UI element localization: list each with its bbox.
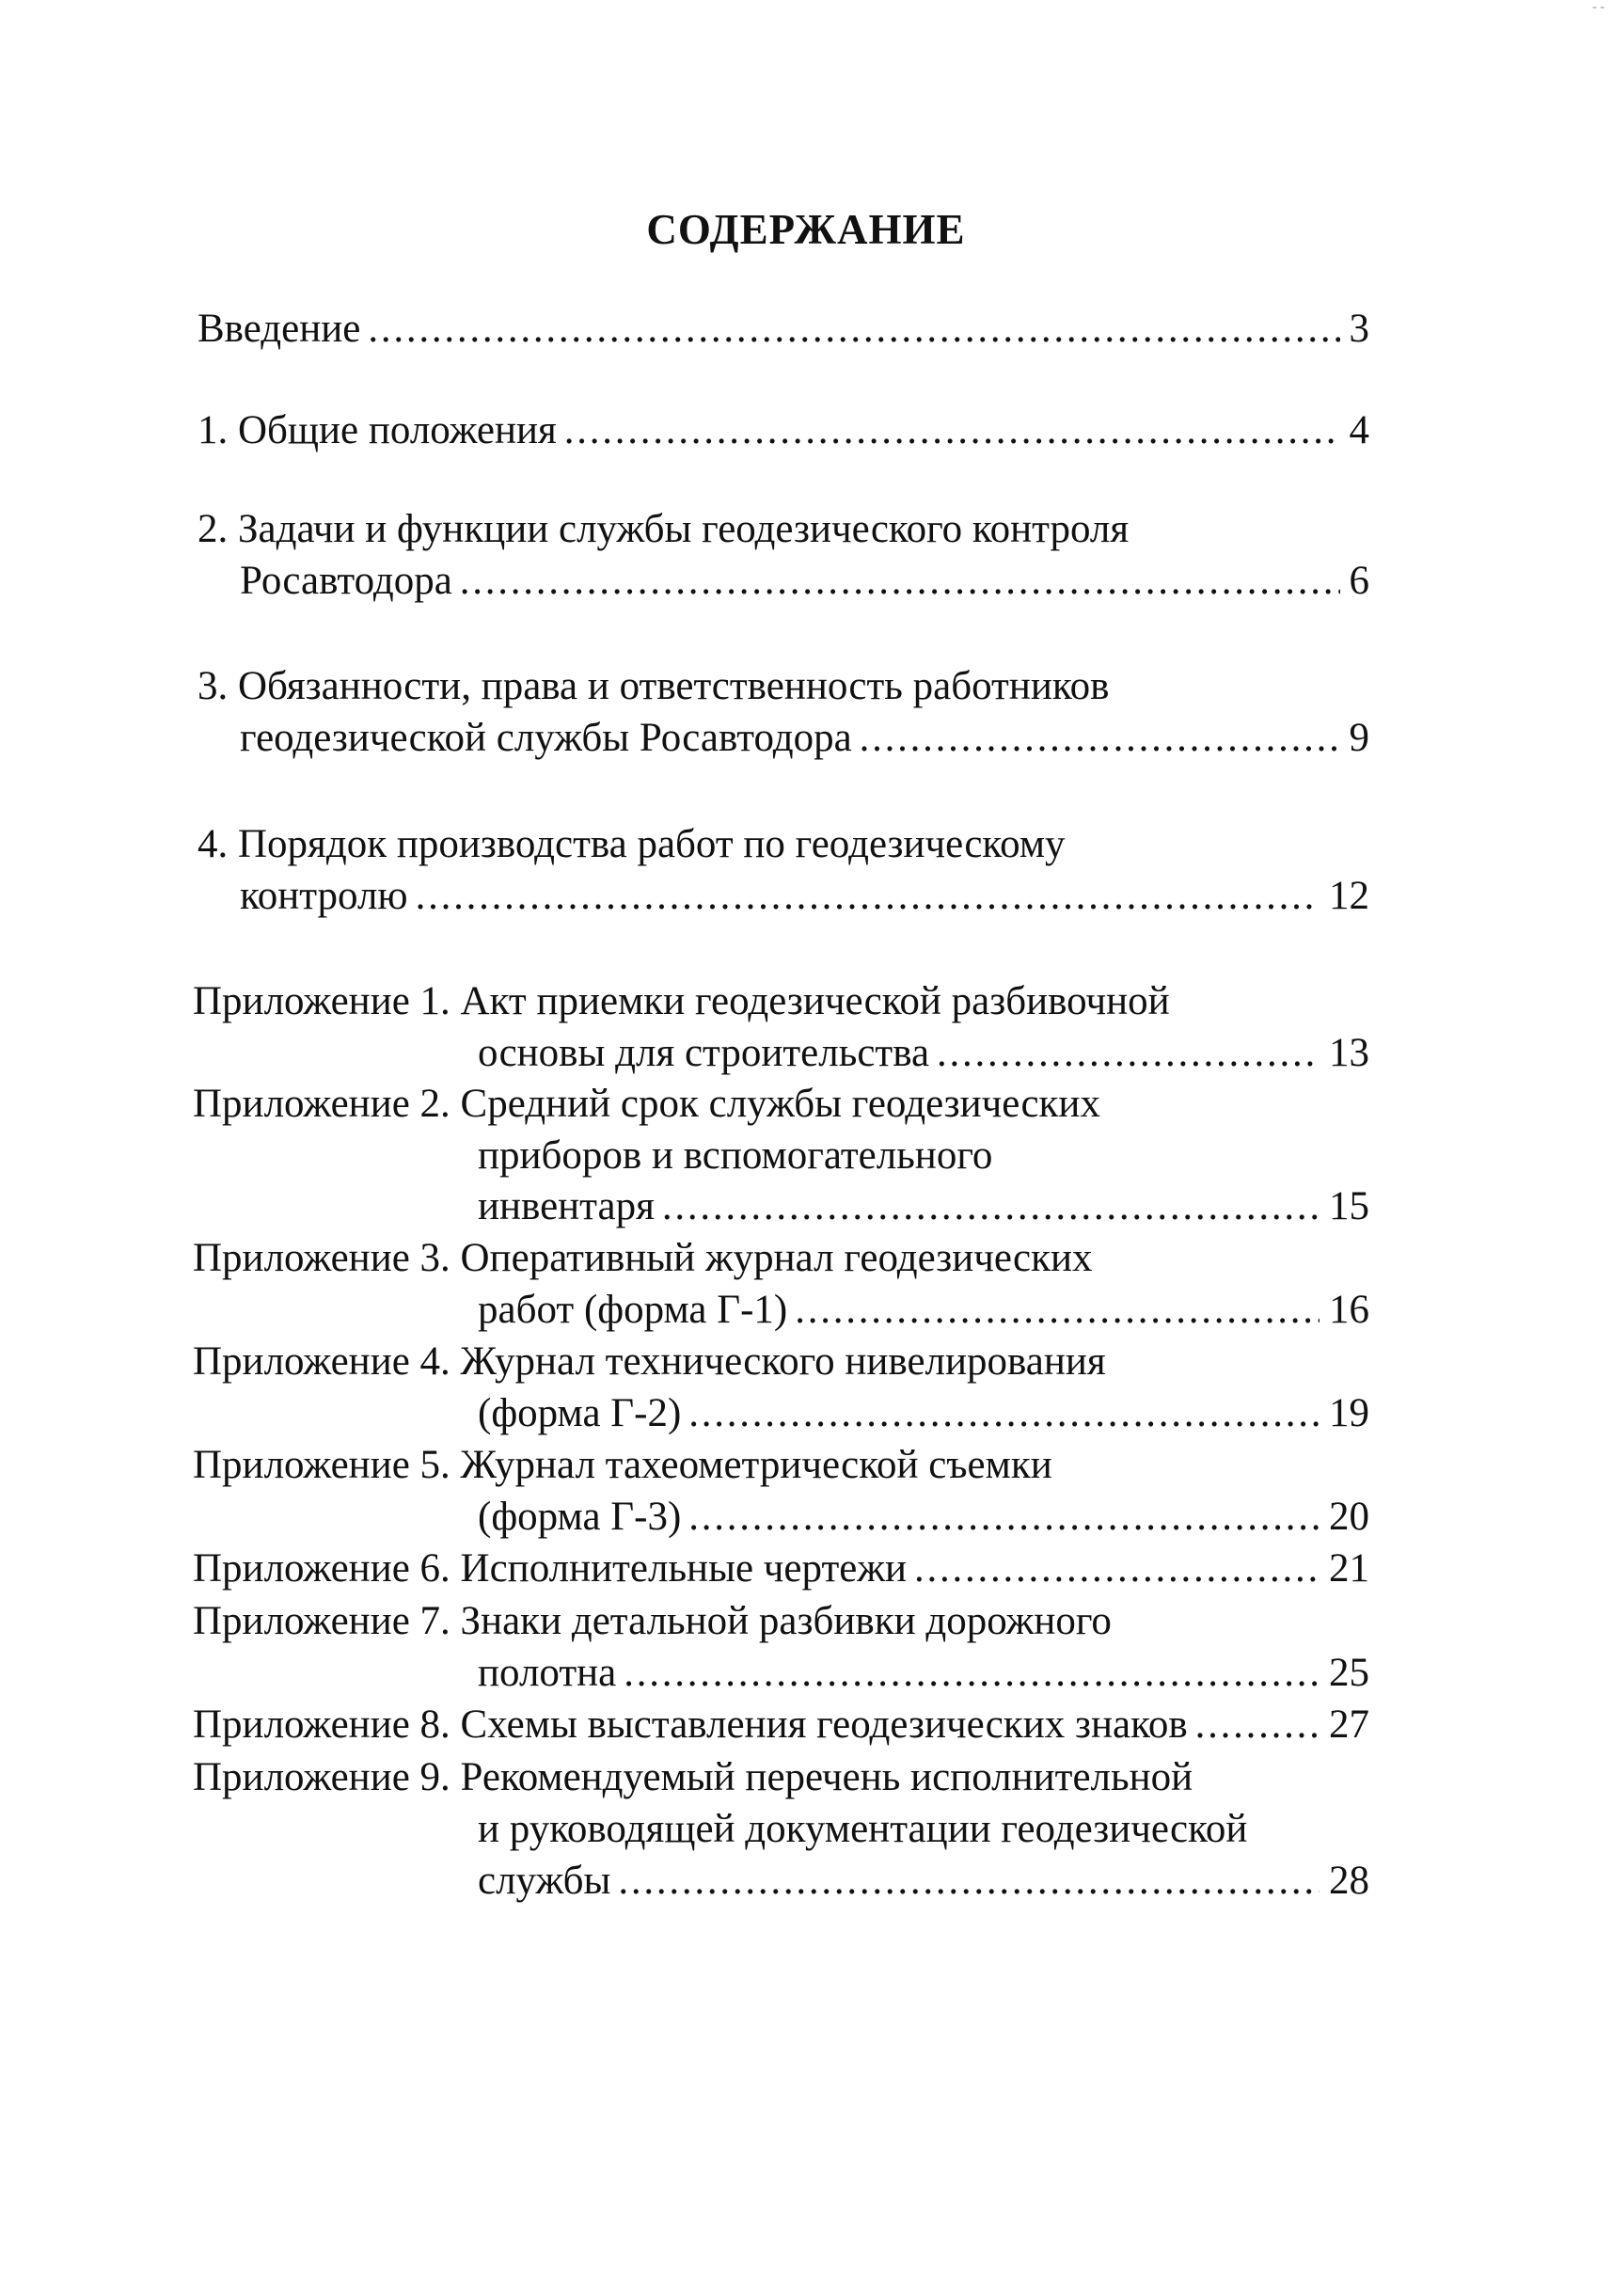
appendix-title: Оперативный журнал геодезических: [460, 1236, 1093, 1280]
appendix-title: Средний срок службы геодезических: [460, 1082, 1100, 1126]
appendix-9-line-2[interactable]: и руководящей документации геодезической: [478, 1807, 1248, 1851]
appendix-title: Схемы выставления геодезических знаков: [460, 1702, 1188, 1747]
dot-leader: [662, 1180, 1320, 1233]
toc-page-number: 28: [1329, 1859, 1369, 1903]
toc-entry-label: (форма Г-2): [478, 1391, 682, 1435]
toc-page-number: 9: [1349, 716, 1369, 760]
appendix-label: Приложение 1.: [193, 979, 450, 1023]
appendix-7-line-1[interactable]: [193, 1595, 1112, 1648]
appendix-9-entry[interactable]: [478, 1855, 1369, 1908]
dot-leader: [564, 404, 1340, 457]
toc-page-number: 12: [1329, 874, 1369, 918]
dot-leader: [1195, 1699, 1320, 1751]
appendix-title: Рекомендуемый перечень исполнительной: [460, 1755, 1193, 1799]
toc-page-number: 27: [1329, 1702, 1369, 1747]
toc-page-number: 15: [1329, 1184, 1369, 1228]
toc-page-number: 21: [1329, 1546, 1369, 1591]
toc-entry-label: Росавтодора: [240, 559, 452, 603]
toc-entry-label: 1. Общие положения: [198, 408, 557, 452]
toc-entry-label: [193, 1543, 907, 1595]
toc-entry-label: Введение: [198, 307, 361, 351]
appendix-title: Журнал технического нивелирования: [460, 1339, 1106, 1384]
toc-page-number: 3: [1349, 307, 1369, 351]
appendix-title: Знаки детальной разбивки дорожного: [460, 1599, 1112, 1643]
appendix-2-entry[interactable]: [478, 1180, 1369, 1233]
toc-entry-section-3[interactable]: [240, 712, 1369, 765]
dot-leader: [688, 1387, 1320, 1440]
toc-entry-label: основы для строительства: [478, 1031, 930, 1075]
appendix-6-entry[interactable]: [193, 1543, 1369, 1595]
appendix-4-line-1[interactable]: [193, 1336, 1106, 1388]
appendix-label: Приложение 6.: [193, 1546, 450, 1591]
dot-leader: [914, 1543, 1320, 1595]
appendix-5-line-1[interactable]: [193, 1439, 1052, 1492]
appendix-7-entry[interactable]: [478, 1647, 1369, 1700]
toc-entry-section-4-line-1[interactable]: 4. Порядок производства работ по геодезическому: [198, 822, 1066, 866]
toc-entry-label: контролю: [240, 874, 408, 918]
dot-leader: [624, 1647, 1320, 1700]
appendix-title: Акт приемки геодезической разбивочной: [460, 979, 1170, 1023]
toc-entry-section-3-line-1[interactable]: 3. Обязанности, права и ответственность работников: [198, 664, 1110, 708]
toc-entry-section-2[interactable]: [240, 555, 1369, 608]
appendix-title: Журнал тахеометрической съемки: [460, 1443, 1052, 1487]
appendix-title: Исполнительные чертежи: [460, 1546, 908, 1591]
appendix-label: Приложение 2.: [193, 1082, 450, 1126]
toc-page-number: 25: [1329, 1651, 1369, 1695]
toc-entry-label: [193, 1699, 1188, 1751]
appendix-2-line-1[interactable]: [193, 1078, 1100, 1131]
toc-entry-label: службы: [478, 1859, 611, 1903]
dot-leader: [937, 1027, 1320, 1080]
toc-entry-section-4[interactable]: [240, 870, 1369, 923]
toc-page-number: 4: [1349, 408, 1369, 452]
dot-leader: [618, 1855, 1320, 1908]
appendix-1-entry[interactable]: [478, 1027, 1369, 1080]
dot-leader: [460, 555, 1340, 608]
appendix-label: Приложение 3.: [193, 1236, 450, 1280]
toc-page-number: 13: [1329, 1031, 1369, 1075]
toc-page-number: 6: [1349, 559, 1369, 603]
appendix-9-line-1[interactable]: [193, 1751, 1193, 1804]
toc-page-number: 16: [1329, 1288, 1369, 1332]
appendix-5-entry[interactable]: [478, 1491, 1369, 1544]
appendix-label: Приложение 8.: [193, 1702, 450, 1747]
toc-page-number: 19: [1329, 1391, 1369, 1435]
toc-entry-introduction[interactable]: [198, 303, 1369, 356]
appendix-3-line-1[interactable]: [193, 1232, 1093, 1285]
appendix-4-entry[interactable]: [478, 1387, 1369, 1440]
page-title: СОДЕРЖАНИЕ: [646, 206, 966, 253]
appendix-3-entry[interactable]: [478, 1284, 1369, 1337]
toc-entry-section-2-line-1[interactable]: 2. Задачи и функции службы геодезического контроля: [198, 507, 1130, 551]
corner-mark: - -: [1592, 0, 1604, 14]
toc-entry-label: полотна: [478, 1651, 617, 1695]
toc-entry-label: инвентаря: [478, 1184, 655, 1228]
appendix-2-line-2[interactable]: приборов и вспомогательного: [478, 1133, 993, 1178]
dot-leader: [688, 1491, 1320, 1544]
appendix-1-line-1[interactable]: [193, 975, 1170, 1028]
appendix-label: Приложение 7.: [193, 1599, 450, 1643]
appendix-label: Приложение 9.: [193, 1755, 450, 1799]
appendix-label: Приложение 4.: [193, 1339, 450, 1384]
dot-leader: [416, 870, 1320, 923]
dot-leader: [795, 1284, 1320, 1337]
dot-leader: [368, 303, 1339, 356]
appendix-label: Приложение 5.: [193, 1443, 450, 1487]
appendix-8-entry[interactable]: [193, 1699, 1369, 1751]
toc-page-number: 20: [1329, 1495, 1369, 1539]
toc-entry-label: работ (форма Г-1): [478, 1288, 788, 1332]
toc-entry-section-1[interactable]: [198, 404, 1369, 457]
toc-entry-label: геодезической службы Росавтодора: [240, 716, 852, 760]
dot-leader: [860, 712, 1340, 765]
toc-entry-label: (форма Г-3): [478, 1495, 682, 1539]
